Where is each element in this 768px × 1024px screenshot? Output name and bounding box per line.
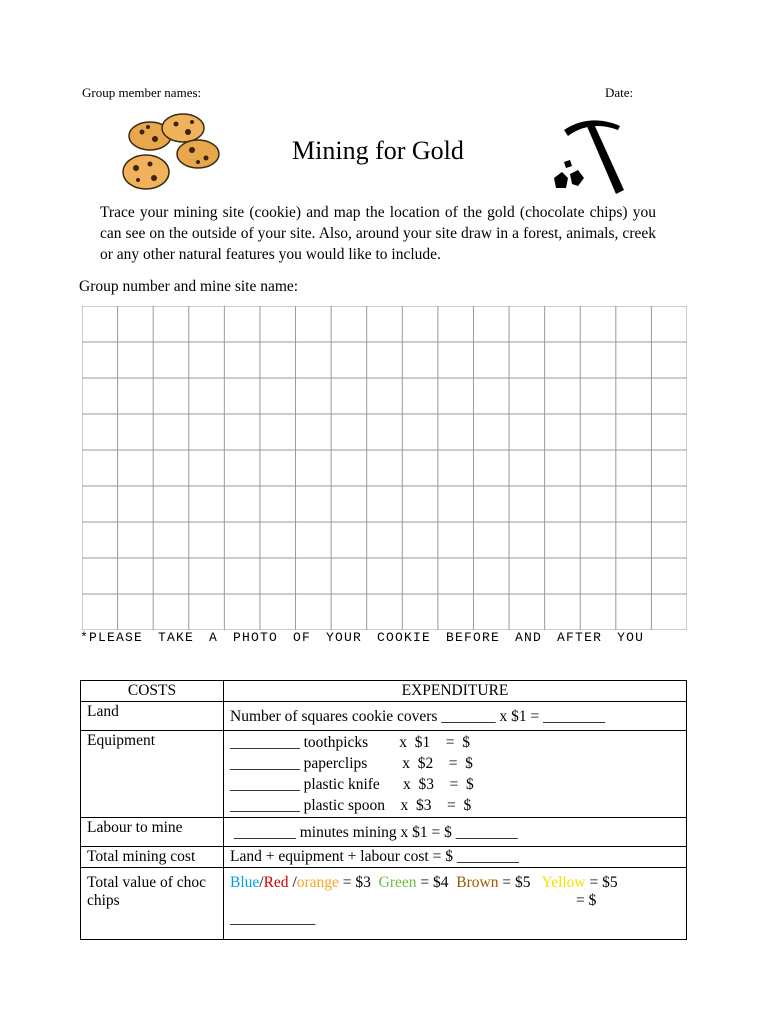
total-value-label: Total value of choc chips xyxy=(81,868,224,940)
equipment-lines xyxy=(224,731,687,818)
table-header-row xyxy=(81,681,687,702)
equipment-label: Equipment xyxy=(81,731,224,818)
equipment-toothpicks: _________ toothpicks x $1 = $ xyxy=(230,734,470,751)
intro-paragraph: Trace your mining site (cookie) and map the location of the gold (chocolate chips) you can see on the outside of your site. Also, around your site draw in a forest, animals, creek or any other natural features you would like to include. xyxy=(100,204,656,263)
equipment-plastic-knife: _________ plastic knife x $3 = $ xyxy=(230,776,474,793)
expenditure-header: EXPENDITURE xyxy=(224,681,687,702)
date-label: Date: xyxy=(605,85,634,100)
costs-header: COSTS xyxy=(81,681,224,702)
costs-table xyxy=(80,680,687,940)
labour-text: ________ minutes mining x $1 = $ ________ xyxy=(224,818,687,847)
yellow-label: Yellow xyxy=(541,874,586,891)
red-label: Red xyxy=(263,874,289,891)
grid-label: Group number and mine site name: xyxy=(79,278,299,295)
mapping-grid xyxy=(82,306,687,630)
land-text: Number of squares cookie covers _______ x $1 = ________ xyxy=(224,702,687,731)
total-value-row xyxy=(81,868,687,940)
labour-row xyxy=(81,818,687,847)
total-value-blank: ___________ xyxy=(230,910,316,927)
blue-label: Blue xyxy=(230,874,260,891)
group-members-label: Group member names: xyxy=(82,85,202,100)
slash: / xyxy=(259,874,264,891)
total-cost-text: Land + equipment + labour cost = $ ________ xyxy=(224,847,687,868)
land-label: Land xyxy=(81,702,224,731)
brown-label: Brown xyxy=(456,874,499,891)
total-value-cell xyxy=(224,868,687,940)
total-cost-label: Total mining cost xyxy=(81,847,224,868)
price-3: = $3 xyxy=(338,874,379,891)
price-4: = $4 xyxy=(416,874,457,891)
equipment-paperclips: _________ paperclips x $2 = $ xyxy=(230,755,473,772)
labour-label: Labour to mine xyxy=(81,818,224,847)
equipment-row xyxy=(81,731,687,818)
slash: / xyxy=(288,874,297,891)
orange-label: orange xyxy=(296,874,339,891)
total-cost-row xyxy=(81,847,687,868)
land-row xyxy=(81,702,687,731)
cookies-icon xyxy=(118,112,220,196)
price-5: = $5 xyxy=(585,874,618,891)
page-title: Mining for Gold xyxy=(292,136,464,165)
green-label: Green xyxy=(378,874,417,891)
photo-note: *PLEASE TAKE A PHOTO OF YOUR COOKIE BEFORE AND AFTER YOU xyxy=(80,630,645,645)
total-equals: = $ xyxy=(576,892,597,909)
equipment-plastic-spoon: _________ plastic spoon x $3 = $ xyxy=(230,797,472,814)
price-5: = $5 xyxy=(498,874,542,891)
pickaxe-icon xyxy=(548,116,628,196)
